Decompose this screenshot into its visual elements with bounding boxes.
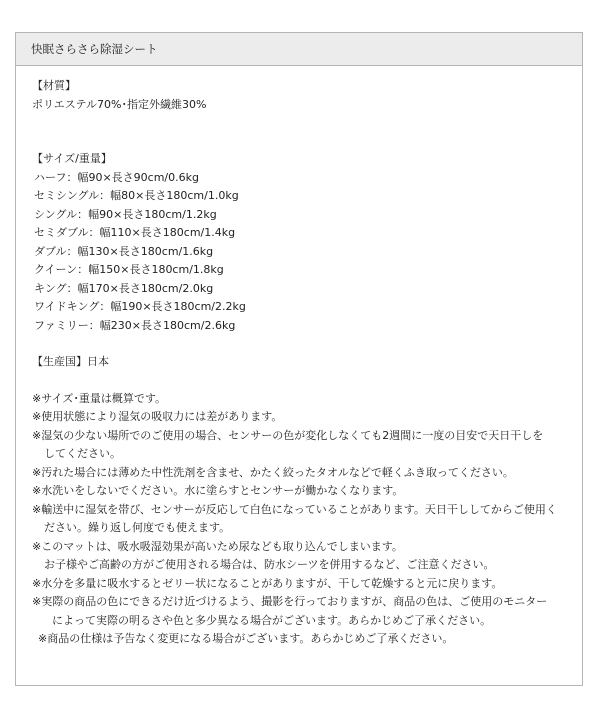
product-title: 快眠さらさら除湿シート [16,33,582,66]
note-item: ※商品の仕様は予告なく変更になる場合がございます。あらかじめご了承ください。 [38,632,454,645]
note-item: ※水洗いをしないでください。水に塗らすとセンサーが働かなくなります。 [32,484,404,497]
note-item: ※湿気の少ない場所でのご使用の場合、センサーの色が変化しなくても2週間に一度の目安で天日干しを [32,428,544,442]
note-item: ※サイズ･重量は概算です。 [32,391,166,405]
note-item-continuation: ださい。繰り返し何度でも使えます。 [44,521,231,534]
note-item-continuation: によって実際の明るさや色と多少異なる場合がございます。あらかじめご了承ください。 [52,613,492,627]
size-item: シングル：幅90×長さ180cm/1.2kg [34,207,217,221]
size-list [32,169,582,336]
size-item: セミシングル：幅80×長さ180cm/1.0kg [34,189,239,202]
material-text: ポリエステル70%･指定外繊維30% [32,97,207,111]
note-item: ※輸送中に湿気を帯び、センサーが反応して白色になっていることがあります。天日干ししてからご使用く [32,502,557,516]
size-item: ダブル：幅130×長さ180cm/1.6kg [34,244,214,258]
size-item: クイーン：幅150×長さ180cm/1.8kg [34,263,224,276]
note-item: ※水分を多量に吸水するとゼリー状になることがありますが、干して乾燥すると元に戻ります。 [32,576,503,590]
origin-text: 【生産国】日本 [32,355,109,368]
notes-list [32,390,582,649]
note-item: ※汚れた場合には薄めた中性洗剤を含ませ、かたく絞ったタオルなどで軽くふき取ってください。 [32,465,514,479]
note-item: ※このマットは、吸水吸湿効果が高いため尿なども取り込んでしまいます。 [32,539,403,553]
note-item: ※実際の商品の色にできるだけ近づけるよう、撮影を行っておりますが、商品の色は、ご使用のモニター [32,595,548,608]
size-item: セミダブル：幅110×長さ180cm/1.4kg [34,226,236,239]
product-spec-box [15,32,583,686]
note-item: ※使用状態により湿気の吸収力には差があります。 [32,410,283,423]
size-item: ファミリー：幅230×長さ180cm/2.6kg [34,318,236,332]
material-heading: 【材質】 [32,79,76,92]
size-item: ワイドキング：幅190×長さ180cm/2.2kg [34,300,246,313]
size-item: キング：幅170×長さ180cm/2.0kg [34,281,214,295]
note-item-continuation: お子様やご高齢の方がご使用される場合は、防水シーツを併用するなど、ご注意ください。 [44,558,495,571]
size-item: ハーフ：幅90×長さ90cm/0.6kg [34,170,199,184]
size-heading: 【サイズ/重量】 [32,152,112,165]
spec-content [16,66,582,649]
note-item-continuation: してください。 [44,447,121,460]
